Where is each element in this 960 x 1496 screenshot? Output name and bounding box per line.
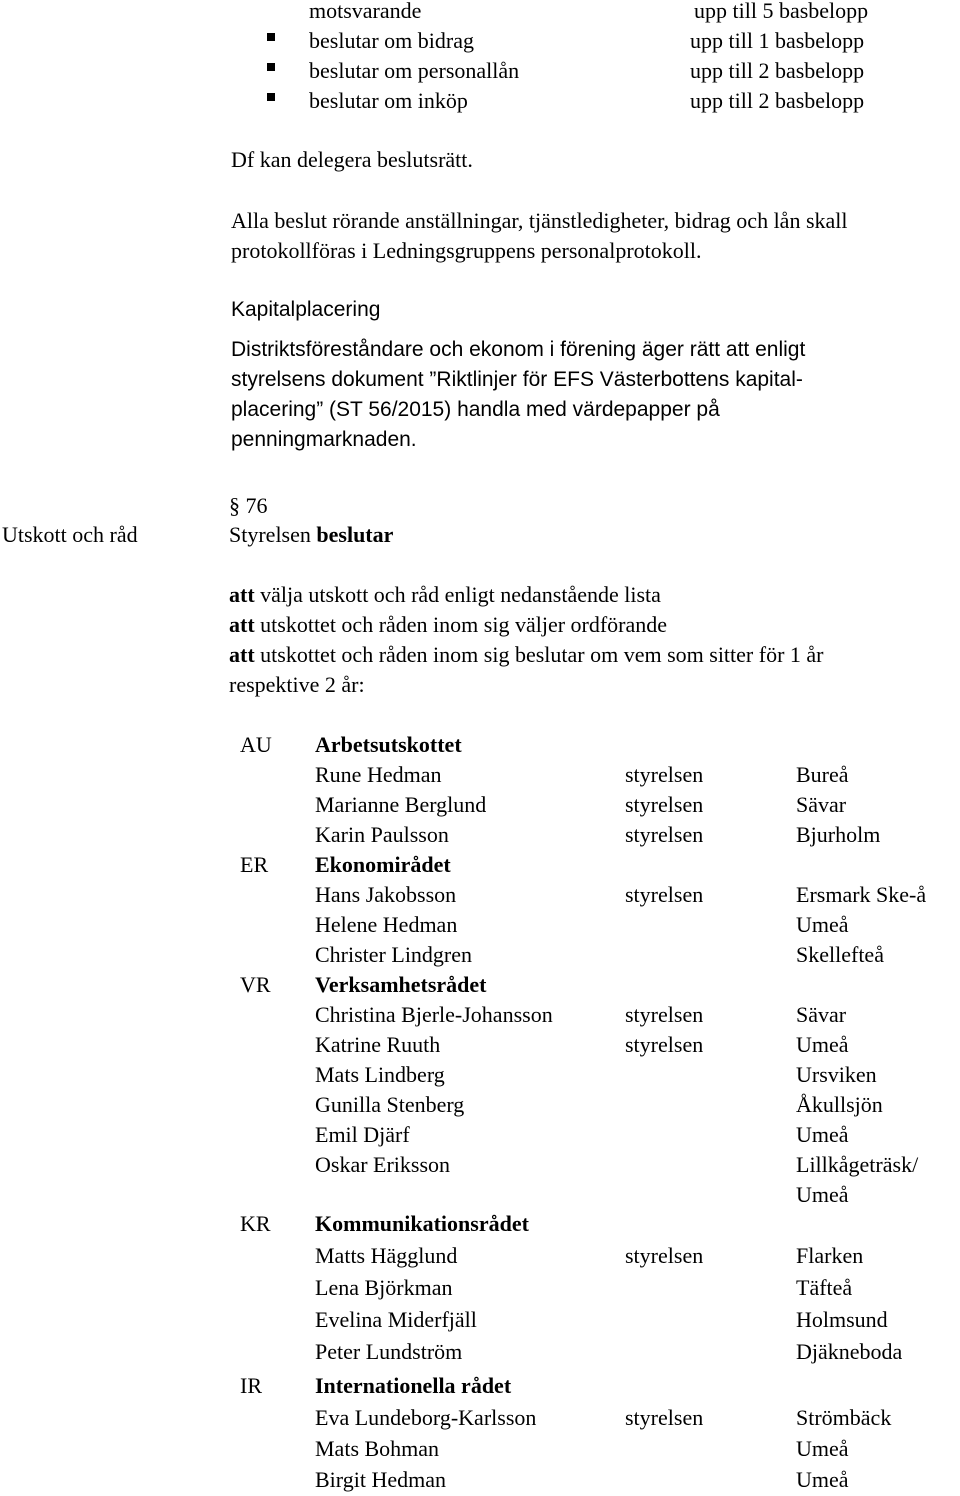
att-line <box>229 640 824 670</box>
member-name: Peter Lundström <box>315 1339 463 1364</box>
committee-code: AU <box>240 732 272 757</box>
limit-label: motsvarande <box>309 0 422 23</box>
att-word: att <box>229 612 255 637</box>
member-name: Oskar Eriksson <box>315 1152 451 1177</box>
att-text: välja utskott och råd enligt nedanstående lista <box>254 582 661 607</box>
member-name: Mats Lindberg <box>315 1062 445 1087</box>
att-text: utskottet och råden inom sig beslutar om vem som sitter för 1 år <box>254 642 824 667</box>
member-place: Umeå <box>796 912 849 937</box>
limit-value: upp till 5 basbelopp <box>694 0 869 23</box>
member-place: Sävar <box>796 1002 847 1027</box>
att-word: att <box>229 642 255 667</box>
member-name: Matts Hägglund <box>315 1243 458 1268</box>
member-name: Birgit Hedman <box>315 1467 446 1492</box>
member-place: Umeå <box>796 1122 849 1147</box>
protocol-line: Alla beslut rörande anställningar, tjänstledigheter, bidrag och lån skall <box>231 208 848 233</box>
bullet-icon <box>267 93 275 101</box>
member-name: Karin Paulsson <box>315 822 449 847</box>
delegation-text: Df kan delegera beslutsrätt. <box>231 147 473 172</box>
committee-name: Ekonomirådet <box>315 852 451 877</box>
member-name: Hans Jakobsson <box>315 882 457 907</box>
committee-name: Arbetsutskottet <box>315 732 462 757</box>
member-role: styrelsen <box>625 1002 704 1027</box>
member-place: Umeå <box>796 1182 849 1207</box>
decision-prefix: Styrelsen <box>229 522 317 547</box>
member-place: Djäkneboda <box>796 1339 903 1364</box>
member-name: Gunilla Stenberg <box>315 1092 465 1117</box>
capital-line: placering” (ST 56/2015) handla med värdepapper på <box>231 398 720 421</box>
limit-value: upp till 2 basbelopp <box>690 88 865 113</box>
member-place: Umeå <box>796 1032 849 1057</box>
member-place: Bureå <box>796 762 849 787</box>
att-line <box>229 610 667 640</box>
member-role: styrelsen <box>625 882 704 907</box>
committee-name: Internationella rådet <box>315 1373 512 1398</box>
member-name: Lena Björkman <box>315 1275 453 1300</box>
member-place: Ersmark Ske-å <box>796 882 927 907</box>
member-role: styrelsen <box>625 762 704 787</box>
paragraph-number: § 76 <box>229 493 268 518</box>
member-name: Evelina Miderfjäll <box>315 1307 477 1332</box>
member-place: Bjurholm <box>796 822 881 847</box>
member-place: Skellefteå <box>796 942 884 967</box>
committee-code: KR <box>240 1211 271 1236</box>
member-place: Strömbäck <box>796 1405 892 1430</box>
member-role: styrelsen <box>625 1405 704 1430</box>
committee-name: Verksamhetsrådet <box>315 972 487 997</box>
member-name: Christina Bjerle-Johansson <box>315 1002 553 1027</box>
committee-code: VR <box>240 972 271 997</box>
member-place: Täfteå <box>796 1275 853 1300</box>
member-place: Ursviken <box>796 1062 877 1087</box>
member-role: styrelsen <box>625 1243 704 1268</box>
member-role: styrelsen <box>625 1032 704 1057</box>
member-role: styrelsen <box>625 822 704 847</box>
limit-value: upp till 1 basbelopp <box>690 28 865 53</box>
member-place: Sävar <box>796 792 847 817</box>
member-name: Christer Lindgren <box>315 942 473 967</box>
decision-verb: beslutar <box>316 522 394 547</box>
limit-label: beslutar om inköp <box>309 88 468 113</box>
member-name: Mats Bohman <box>315 1436 440 1461</box>
capital-line: penningmarknaden. <box>231 428 417 451</box>
member-name: Emil Djärf <box>315 1122 410 1147</box>
section-side-label: Utskott och råd <box>2 522 138 547</box>
decision-heading <box>229 520 393 550</box>
capital-heading: Kapitalplacering <box>231 298 381 321</box>
member-place: Umeå <box>796 1436 849 1461</box>
capital-line: styrelsens dokument ”Riktlinjer för EFS Västerbottens kapital- <box>231 368 803 391</box>
member-place: Åkullsjön <box>796 1092 883 1117</box>
member-place: Flarken <box>796 1243 864 1268</box>
committee-code: ER <box>240 852 269 877</box>
member-name: Rune Hedman <box>315 762 442 787</box>
member-place: Holmsund <box>796 1307 888 1332</box>
member-place: Lillkågeträsk/ <box>796 1152 919 1177</box>
att-continuation: respektive 2 år: <box>229 672 365 697</box>
limit-label: beslutar om bidrag <box>309 28 474 53</box>
member-name: Marianne Berglund <box>315 792 487 817</box>
att-line <box>229 580 661 610</box>
limit-value: upp till 2 basbelopp <box>690 58 865 83</box>
bullet-icon <box>267 63 275 71</box>
member-name: Helene Hedman <box>315 912 458 937</box>
member-place: Umeå <box>796 1467 849 1492</box>
committee-code: IR <box>240 1373 262 1398</box>
committee-name: Kommunikationsrådet <box>315 1211 529 1236</box>
limit-label: beslutar om personallån <box>309 58 520 83</box>
member-role: styrelsen <box>625 792 704 817</box>
member-name: Katrine Ruuth <box>315 1032 441 1057</box>
bullet-icon <box>267 33 275 41</box>
capital-line: Distriktsföreståndare och ekonom i förening äger rätt att enligt <box>231 338 806 361</box>
protocol-line: protokollföras i Ledningsgruppens personalprotokoll. <box>231 238 702 263</box>
att-text: utskottet och råden inom sig väljer ordförande <box>254 612 668 637</box>
member-name: Eva Lundeborg-Karlsson <box>315 1405 537 1430</box>
att-word: att <box>229 582 255 607</box>
